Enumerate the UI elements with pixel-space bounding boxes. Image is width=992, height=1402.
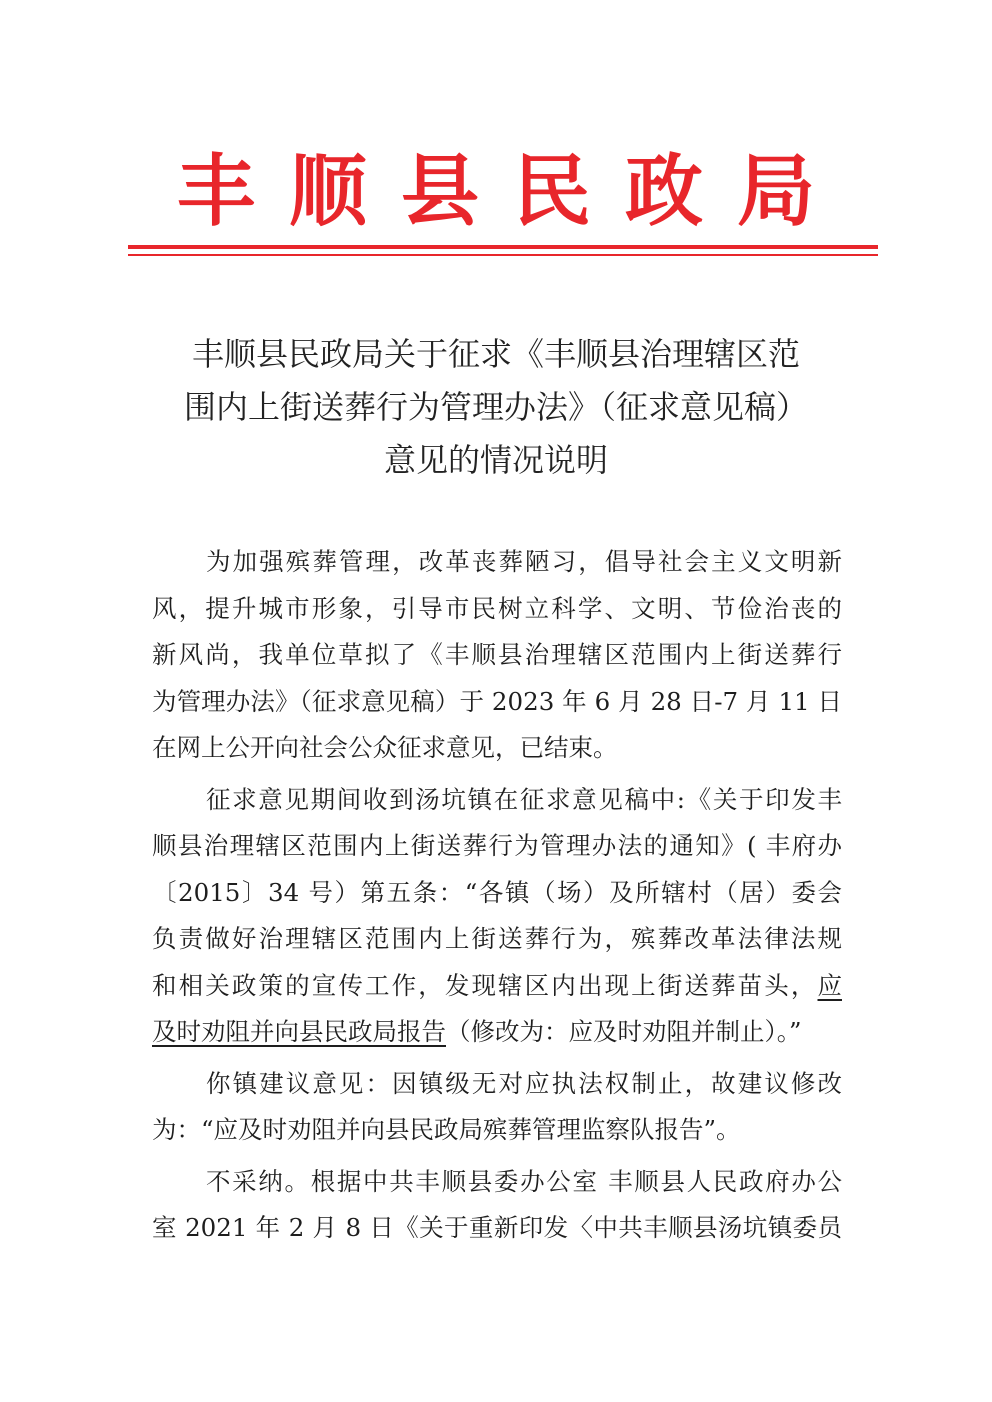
text-line: 〔2015〕34 号）第五条：“各镇（场）及所辖村（居）委会 [152,877,842,907]
underlined-text: 应 [817,970,842,1000]
title-line: 意见的情况说明 [383,441,608,479]
text-line: 为管理办法》（征求意见稿）于 2023 年 6 月 28 日-7 月 11 日 [152,686,842,716]
letterhead-rule-thick [128,245,878,249]
text-line: 征求意见期间收到汤坑镇在征求意见稿中:《关于印发丰 [206,784,842,814]
text-line: 风，提升城市形象，引导市民树立科学、文明、节俭治丧的 [152,593,842,623]
text-line: 你镇建议意见：因镇级无对应执法权制止，故建议修改 [206,1068,842,1098]
letterhead-organization: 丰顺县民政局 [176,146,849,237]
text-segment: （修改为：应及时劝阻并制止）。” [446,1017,802,1046]
text-line: 负责做好治理辖区范围内上街送葬行为，殡葬改革法律法规 [152,924,842,953]
text-line: 为：“应及时劝阻并向县民政局殡葬管理监察队报告”。 [152,1115,741,1144]
text-line [152,963,842,1010]
paragraph-2 [152,777,842,1056]
text-segment: 和相关政策的宣传工作，发现辖区内出现上街送葬苗头， [152,970,818,1000]
text-line: 为加强殡葬管理，改革丧葬陋习，倡导社会主义文明新 [206,547,842,576]
text-line: 不采纳。根据中共丰顺县委办公室 丰顺县人民政府办公 [206,1166,842,1196]
underlined-text: 及时劝阻并向县民政局报告 [152,1017,446,1046]
title-line: 丰顺县民政局关于征求《丰顺县治理辖区范 [191,335,800,373]
paragraph-1 [152,539,842,772]
document-title [120,328,872,487]
text-line: 在网上公开向社会公众征求意见，已结束。 [152,733,618,762]
text-line: 新风尚，我单位草拟了《丰顺县治理辖区范围内上街送葬行 [152,640,842,669]
title-line: 围内上街送葬行为管理办法》（征求意见稿） [183,388,808,426]
text-line: 顺县治理辖区范围内上街送葬行为管理办法的通知》( 丰府办 [152,831,842,860]
paragraph-3 [152,1061,842,1154]
text-line: 室 2021 年 2 月 8 日《关于重新印发〈中共丰顺县汤坑镇委员 [152,1213,842,1242]
text-line [152,1009,842,1056]
paragraph-4 [152,1159,842,1252]
letterhead-rule-thin [128,254,878,256]
document-body [152,539,842,1252]
